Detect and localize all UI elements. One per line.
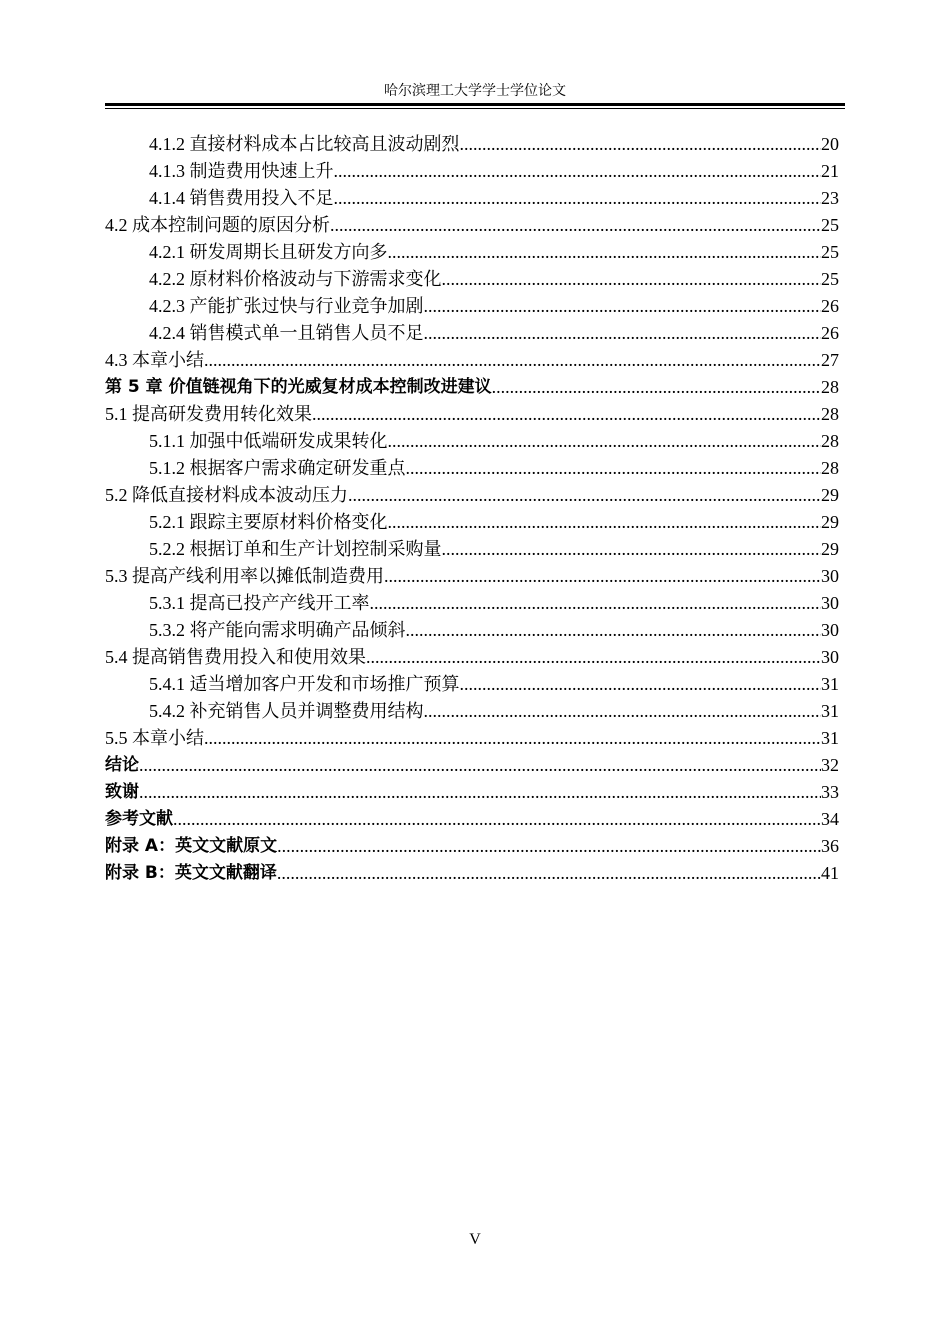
toc-entry[interactable] [105,806,839,833]
toc-entry-page: 30 [821,620,839,640]
toc-entry-title: 4.3 本章小结 [105,350,204,370]
toc-entry-page: 32 [821,755,839,775]
toc-entry-title: 4.2.1 研发周期长且研发方向多 [149,242,388,262]
toc-entry-page: 25 [821,215,839,235]
toc-dot-leader [204,347,821,374]
toc-entry-page: 25 [821,242,839,262]
toc-dot-leader [277,860,821,887]
toc-dot-leader [388,239,822,266]
toc-entry[interactable] [105,320,839,347]
toc-entry-title: 4.2.3 产能扩张过快与行业竞争加剧 [149,296,424,316]
toc-entry-page: 33 [821,782,839,802]
table-of-contents [105,131,839,887]
toc-entry-page: 25 [821,269,839,289]
toc-entry[interactable] [105,644,839,671]
header-rule-thick [105,103,845,106]
toc-entry[interactable] [105,239,839,266]
toc-entry[interactable] [105,671,839,698]
toc-entry-page: 31 [821,701,839,721]
toc-entry-page: 41 [821,863,839,883]
toc-entry-title: 5.1 提高研发费用转化效果 [105,404,312,424]
toc-dot-leader [460,131,822,158]
toc-entry-title: 5.2.2 根据订单和生产计划控制采购量 [149,539,442,559]
toc-entry-title: 5.4.1 适当增加客户开发和市场推广预算 [149,674,460,694]
toc-entry[interactable] [105,752,839,779]
toc-entry-title: 5.1.1 加强中低端研发成果转化 [149,431,388,451]
toc-entry-title: 5.1.2 根据客户需求确定研发重点 [149,458,406,478]
toc-dot-leader [424,320,822,347]
toc-entry[interactable] [105,617,839,644]
toc-dot-leader [334,185,822,212]
toc-entry-title: 4.2.2 原材料价格波动与下游需求变化 [149,269,442,289]
toc-entry[interactable] [105,212,839,239]
toc-dot-leader [330,212,821,239]
toc-entry-page: 20 [821,134,839,154]
toc-entry-title: 5.5 本章小结 [105,728,204,748]
toc-entry-page: 28 [821,458,839,478]
toc-dot-leader [277,833,821,860]
toc-entry-title: 5.3 提高产线利用率以摊低制造费用 [105,566,384,586]
toc-entry-page: 31 [821,728,839,748]
toc-dot-leader [384,563,821,590]
toc-dot-leader [334,158,822,185]
toc-entry-page: 26 [821,296,839,316]
toc-entry[interactable] [105,428,839,455]
toc-entry-title: 5.3.1 提高已投产产线开工率 [149,593,370,613]
toc-dot-leader [442,266,822,293]
toc-dot-leader [406,617,822,644]
toc-entry[interactable] [105,509,839,536]
toc-entry-title: 4.1.2 直接材料成本占比较高且波动剧烈 [149,134,460,154]
toc-dot-leader [348,482,821,509]
toc-dot-leader [424,698,822,725]
toc-entry-page: 34 [821,809,839,829]
toc-entry[interactable] [105,266,839,293]
page-number: V [469,1231,481,1248]
toc-dot-leader [442,536,822,563]
toc-entry[interactable] [105,455,839,482]
toc-entry-page: 21 [821,161,839,181]
toc-entry[interactable] [105,563,839,590]
toc-entry[interactable] [105,401,839,428]
toc-dot-leader [312,401,821,428]
toc-entry-title: 附录 B：英文文献翻译 [105,863,277,883]
toc-entry[interactable] [105,590,839,617]
toc-entry[interactable] [105,482,839,509]
toc-entry[interactable] [105,293,839,320]
toc-entry-page: 29 [821,512,839,532]
toc-entry[interactable] [105,698,839,725]
toc-entry-title: 第 5 章 价值链视角下的光威复材成本控制改进建议 [105,377,492,397]
toc-entry-page: 27 [821,350,839,370]
toc-entry-title: 5.2.1 跟踪主要原材料价格变化 [149,512,388,532]
toc-entry[interactable] [105,536,839,563]
toc-entry-page: 30 [821,566,839,586]
toc-entry-title: 4.1.4 销售费用投入不足 [149,188,334,208]
toc-entry-title: 5.3.2 将产能向需求明确产品倾斜 [149,620,406,640]
toc-entry-title: 5.4 提高销售费用投入和使用效果 [105,647,366,667]
toc-dot-leader [388,509,822,536]
toc-entry-page: 28 [821,377,839,397]
toc-entry-title: 4.2.4 销售模式单一且销售人员不足 [149,323,424,343]
toc-dot-leader [424,293,822,320]
toc-entry[interactable] [105,860,839,887]
toc-entry-title: 参考文献 [105,809,173,829]
toc-entry[interactable] [105,185,839,212]
toc-entry-page: 36 [821,836,839,856]
toc-entry-title: 5.2 降低直接材料成本波动压力 [105,485,348,505]
toc-dot-leader [492,374,821,401]
toc-entry-title: 结论 [105,755,139,775]
toc-dot-leader [460,671,822,698]
toc-entry-page: 29 [821,539,839,559]
toc-dot-leader [366,644,821,671]
toc-entry-page: 26 [821,323,839,343]
toc-entry[interactable] [105,131,839,158]
toc-entry-page: 28 [821,404,839,424]
toc-entry-page: 30 [821,647,839,667]
toc-entry-page: 30 [821,593,839,613]
running-header-title: 哈尔滨理工大学学士学位论文 [384,84,566,99]
toc-entry-page: 28 [821,431,839,451]
toc-entry-title: 5.4.2 补充销售人员并调整费用结构 [149,701,424,721]
toc-entry-page: 31 [821,674,839,694]
toc-entry[interactable] [105,725,839,752]
toc-entry[interactable] [105,158,839,185]
toc-entry[interactable] [105,833,839,860]
toc-dot-leader [406,455,822,482]
toc-dot-leader [139,752,821,779]
toc-entry[interactable] [105,779,839,806]
header-rule-thin [105,108,845,109]
toc-dot-leader [388,428,822,455]
toc-entry-title: 4.1.3 制造费用快速上升 [149,161,334,181]
toc-entry-title: 4.2 成本控制问题的原因分析 [105,215,330,235]
toc-dot-leader [139,779,821,806]
toc-entry-page: 23 [821,188,839,208]
toc-dot-leader [173,806,821,833]
toc-entry[interactable] [105,374,839,401]
toc-dot-leader [370,590,822,617]
toc-entry[interactable] [105,347,839,374]
toc-entry-page: 29 [821,485,839,505]
toc-entry-title: 致谢 [105,782,139,802]
toc-entry-title: 附录 A：英文文献原文 [105,836,278,856]
toc-dot-leader [204,725,821,752]
